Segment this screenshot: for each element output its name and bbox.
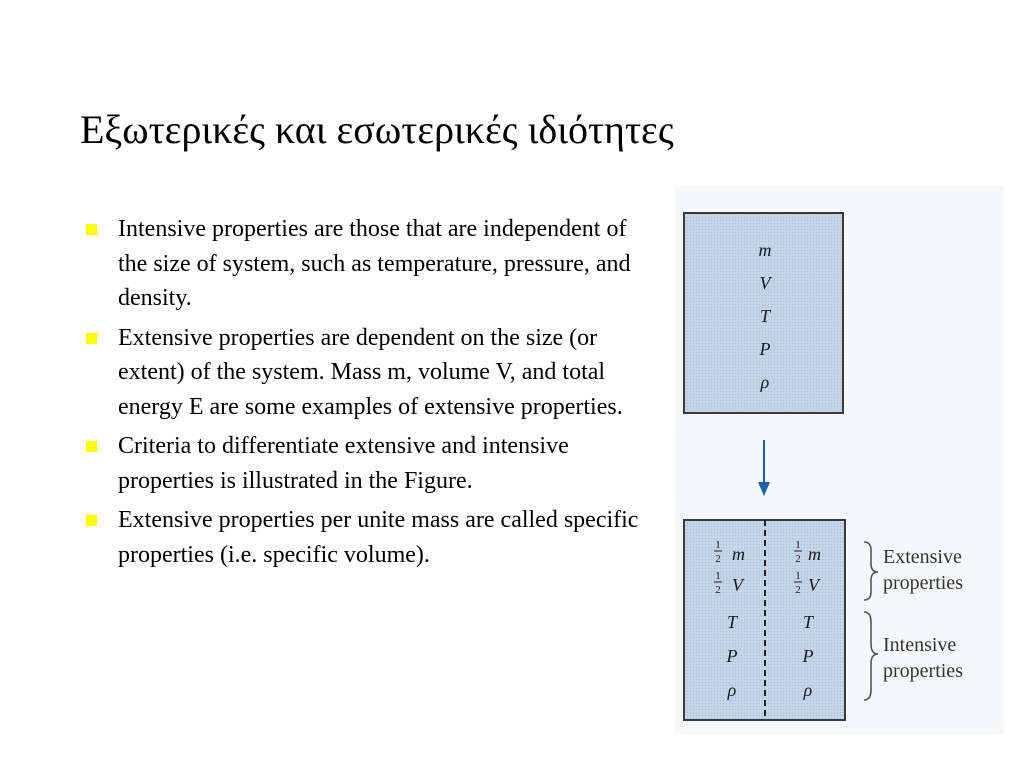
bullet-marker: [86, 441, 97, 452]
extensive-label-line1: Extensive: [883, 546, 962, 568]
left-symbol-v: V: [732, 575, 743, 595]
intensive-label-line2: properties: [883, 660, 963, 682]
right-frac-den-m: 2: [795, 553, 801, 565]
intensive-brace: [864, 612, 878, 700]
left-symbol-m: m: [732, 544, 745, 564]
top-symbol-m: m: [758, 240, 772, 260]
left-frac-num-v: 1: [715, 570, 721, 582]
bullet-text: Extensive properties are dependent on the size (or extent) of the system. Mass m, volume V, and total energy E are some examples of extensive properties.: [118, 324, 623, 420]
bullet-item: [80, 503, 660, 572]
bullet-item: [80, 429, 660, 498]
figure-svg: [674, 186, 1004, 734]
top-symbol-v: V: [759, 273, 771, 293]
properties-figure: [674, 186, 1004, 734]
bullet-marker: [86, 224, 97, 235]
right-frac-num-v: 1: [795, 570, 801, 582]
bullet-item: [80, 321, 660, 425]
slide-title: Εξωτερικές και εσωτερικές ιδιότητες: [80, 107, 674, 152]
top-symbol-p: P: [759, 339, 771, 359]
left-symbol-p: P: [726, 646, 738, 666]
bullet-text: Criteria to differentiate extensive and intensive properties is illustrated in the Figure.: [118, 433, 569, 494]
bullet-list: [80, 212, 660, 577]
left-frac-num-m: 1: [715, 539, 721, 551]
right-symbol-t: T: [802, 612, 814, 632]
right-frac-den-v: 2: [795, 584, 801, 596]
left-symbol-t: T: [726, 612, 738, 632]
top-symbol-rho: ρ: [760, 372, 770, 392]
intensive-label-line1: Intensive: [883, 634, 957, 656]
bullet-item: [80, 212, 660, 316]
left-frac-den-v: 2: [715, 584, 721, 596]
right-symbol-p: P: [802, 646, 814, 666]
right-symbol-m: m: [808, 544, 821, 564]
left-symbol-rho: ρ: [727, 680, 737, 700]
bullet-marker: [86, 515, 97, 526]
right-symbol-rho: ρ: [803, 680, 813, 700]
left-frac-den-m: 2: [715, 553, 721, 565]
right-symbol-v: V: [808, 575, 819, 595]
extensive-label-line2: properties: [883, 572, 963, 594]
extensive-brace: [864, 542, 878, 600]
right-frac-num-m: 1: [795, 539, 801, 551]
bullet-text: Extensive properties per unite mass are called specific properties (i.e. specific volume).: [118, 507, 639, 568]
bullet-text: Intensive properties are those that are independent of the size of system, such as temperature, pressure, and density.: [118, 216, 631, 311]
bullet-marker: [86, 333, 97, 344]
top-symbol-t: T: [759, 306, 771, 326]
arrow-head-icon: [758, 482, 770, 496]
